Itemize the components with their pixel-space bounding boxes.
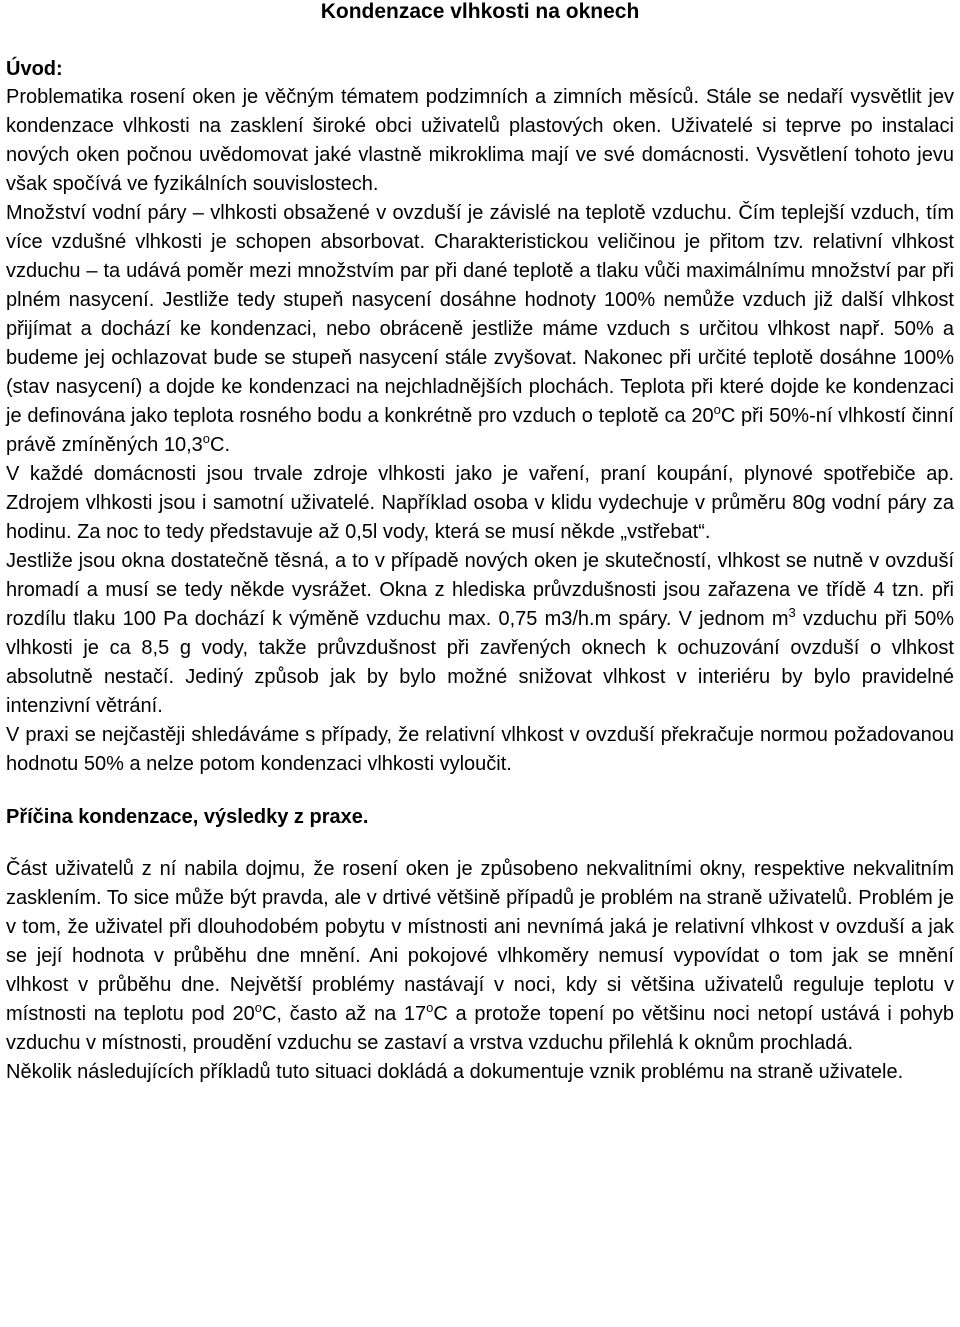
paragraph-practice: V praxi se nejčastěji shledáváme s případy, že relativní vlhkost v ovzduší překračuje normou požadovanou hodnotu 50% a nelze potom kondenzaci vlhkosti vyloučit.: [6, 724, 954, 775]
paragraph-humidity-physics-mid: C při 50%-ní vlhkostí činní právě zmíněných 10,3: [6, 405, 954, 456]
paragraph-humidity-physics-end: C.: [210, 434, 231, 456]
paragraph-window-tightness: [6, 547, 954, 721]
paragraph-humidity-physics-text: Množství vodní páry – vlhkosti obsažené v ovzduší je závislé na teplotě vzduchu. Čím teplejší vzduch, tím více vzdušné vlhkosti je schopen absorbovat. Charakteristickou veličinou je přitom tzv. relativní vlhkost vzduchu – ta udává poměr mezi množstvím par při dané teplotě a tlaku vůči maximálnímu množství par při plném nasycení. Jestliže tedy stupeň nasycení dosáhne hodnoty 100% nemůže vzduch již další vlhkost přijímat a dochází ke kondenzaci, nebo obráceně jestliže máme vzduch s určitou vlhkost např. 50% a budeme jej ochlazovat bude se stupeň nasycení stále zvyšovat. Nakonec při určité teplotě dosáhne 100% (stav nasycení) a dojde ke kondenzaci na nejchladnějších plochách. Teplota při které dojde ke kondenzaci je definována jako teplota rosného bodu a konkrétně pro vzduch o teplotě ca 20: [6, 202, 954, 427]
paragraph-humidity-physics: [6, 199, 954, 460]
paragraph-cause-text: Část uživatelů z ní nabila dojmu, že rosení oken je způsobeno nekvalitními okny, respektive nekvalitním zasklením. To sice může být pravda, ale v drtivé většině případů je problém na straně uživatelů. Problém je v tom, že uživatel při dlouhodobém pobytu v místnosti ani nevnímá jaká je relativní vlhkost v ovzduší a jak se její hodnota v průběhu dne mnění. Ani pokojové vlhkoměry nemusí vypovídat o tom jak se mnění vlhkost v průběhu dne. Největší problémy nastávají v noci, kdy si většina uživatelů reguluje teplotu v místnosti na teplotu pod 20: [6, 858, 954, 1025]
degree-superscript: o: [713, 402, 721, 417]
document-title: Kondenzace vlhkosti na oknech: [320, 0, 640, 23]
degree-superscript: o: [426, 1000, 434, 1015]
paragraph-window-tightness-end: vzduchu při 50% vlhkosti je ca 8,5 g vody, takže průvzdušnost při zavřených oknech k ochuzování ovzduší o vlhkost absolutně nestačí. Jediný způsob jak by bylo možné snižovat vlhkost v interiéru by bylo pravidelné intenzivní větrání.: [6, 608, 954, 717]
paragraph-examples: Několik následujících příkladů tuto situaci dokládá a dokumentuje vznik problému na straně uživatele.: [6, 1061, 904, 1083]
paragraph-cause-mid: C, často až na 17: [261, 1003, 427, 1025]
section-heading-uvod: Úvod:: [6, 58, 63, 80]
paragraph-cause-end: C a protože topení po většinu noci netopí ustává i pohyb vzduchu v místnosti, proudění vzduchu se zastaví a vrstva vzduchu přilehlá k oknům prochladá.: [6, 1003, 954, 1054]
section-heading-pricina: Příčina kondenzace, výsledky z praxe.: [6, 806, 369, 828]
paragraph-window-tightness-text: Jestliže jsou okna dostatečně těsná, a to v případě nových oken je skutečností, vlhkost se nutně v ovzduší hromadí a musí se tedy někde vysrážet. Okna z hlediska průvzdušnosti jsou zařazena ve třídě 4 tzn. při rozdílu tlaku 100 Pa dochází k výměně vzduchu max. 0,75 m3/h.m spáry. V jednom m: [6, 550, 954, 630]
paragraph-humidity-sources: V každé domácnosti jsou trvale zdroje vlhkosti jako je vaření, praní koupání, plynové spotřebiče ap. Zdrojem vlhkosti jsou i samotní uživatelé. Například osoba v klidu vydechuje v průměru 80g vodní páry za hodinu. Za noc to tedy představuje až 0,5l vody, která se musí někde „vstřebat“.: [6, 463, 954, 543]
cubic-superscript: 3: [788, 605, 796, 620]
degree-superscript: o: [254, 1000, 262, 1015]
degree-superscript: o: [202, 431, 211, 446]
paragraph-cause: [6, 855, 954, 1058]
paragraph-intro: Problematika rosení oken je věčným tématem podzimních a zimních měsíců. Stále se nedaří vysvětlit jev kondenzace vlhkosti na zasklení široké obci uživatelů plastových oken. Uživatelé si teprve po instalaci nových oken počnou uvědomovat jaké vlastně mikroklima mají ve své domácnosti. Vysvětlení tohoto jevu však spočívá ve fyzikálních souvislostech.: [6, 86, 954, 195]
